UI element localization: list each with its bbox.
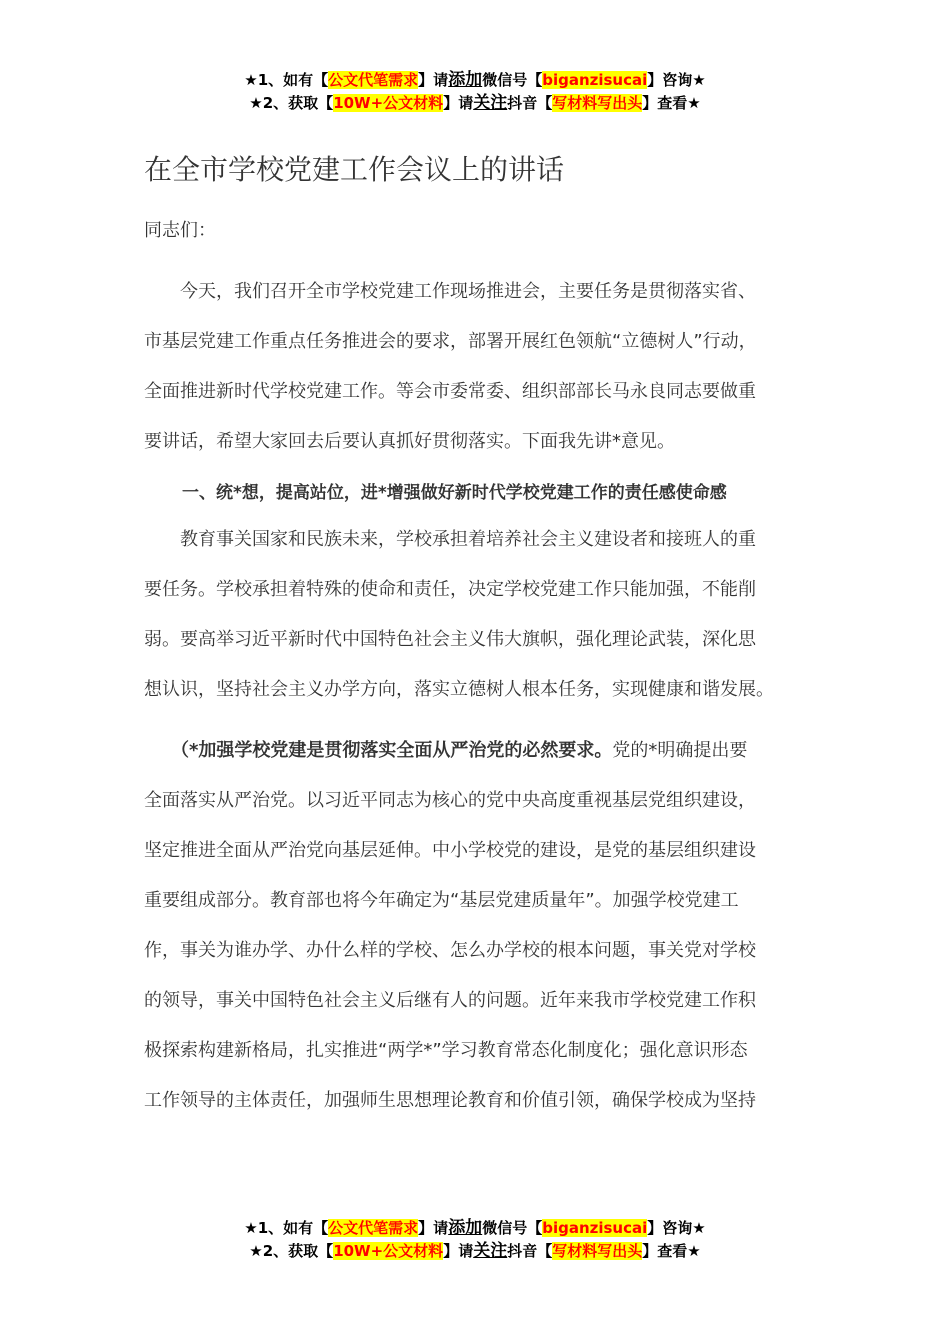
banner-line-1 [0, 1217, 950, 1240]
header-banner [0, 69, 950, 115]
paragraph-3 [144, 735, 834, 1135]
lead-rest: 党的*明确提出要 [612, 740, 748, 761]
document-title: 在全市学校党建工作会议上的讲话 [144, 153, 565, 186]
text-line: 坚定推进全面从严治党向基层延伸。中小学校党的建设，是党的基层组织建设 [144, 840, 756, 861]
text-line: 今天，我们召开全市学校党建工作现场推进会，主要任务是贯彻落实省、 [144, 281, 756, 302]
bold-lead: （*加强学校党建是贯彻落实全面从严治党的必然要求。 [144, 740, 613, 761]
text-line: 重要组成部分。教育部也将今年确定为“基层党建质量年”。加强学校党建工 [144, 890, 739, 911]
banner-highlight: 写材料写出头 [552, 94, 643, 112]
banner-highlight: 公文代笔需求 [328, 71, 419, 89]
text-line: 工作领导的主体责任，加强师生思想理论教育和价值引领，确保学校成为坚持 [144, 1090, 756, 1111]
banner-text: 微信号【 [482, 1219, 543, 1237]
text-line: 要任务。学校承担着特殊的使命和责任，决定学校党建工作只能加强，不能削 [144, 579, 756, 600]
text-line: 教育事关国家和民族未来，学校承担着培养社会主义建设者和接班人的重 [144, 529, 756, 550]
text-line: 的领导，事关中国特色社会主义后继有人的问题。近年来我市学校党建工作积 [144, 990, 756, 1011]
banner-underline: 关注 [473, 93, 508, 113]
banner-text: 】查看★ [642, 1242, 701, 1260]
banner-text: ★2、获取【 [249, 94, 334, 112]
greeting: 同志们： [144, 220, 216, 241]
banner-text: 抖音【 [507, 94, 553, 112]
banner-line-1 [0, 69, 950, 92]
text-line: 极探索构建新格局，扎实推进“两学*”学习教育常态化制度化；强化意识形态 [144, 1040, 748, 1061]
banner-highlight: biganzisucai [542, 71, 648, 89]
banner-text: 】请 [443, 94, 474, 112]
text-line: 要讲话，希望大家回去后要认真抓好贯彻落实。下面我先讲*意见。 [144, 431, 675, 452]
text-line [144, 735, 834, 785]
banner-highlight: 10W+公文材料 [333, 94, 444, 112]
paragraph-2 [144, 524, 834, 724]
banner-text: 】请 [418, 1219, 449, 1237]
text-line: 作，事关为谁办学、办什么样的学校、怎么办学校的根本问题，事关党对学校 [144, 940, 756, 961]
text-line: 弱。要高举习近平新时代中国特色社会主义伟大旗帜，强化理论武装，深化思 [144, 629, 756, 650]
section-heading-1: 一、统*想，提高站位，进*增强做好新时代学校党建工作的责任感使命感 [182, 483, 727, 503]
banner-line-2 [0, 92, 950, 115]
banner-highlight: 公文代笔需求 [328, 1219, 419, 1237]
text-line: 市基层党建工作重点任务推进会的要求，部署开展红色领航“立德树人”行动， [144, 331, 757, 352]
banner-text: 】请 [443, 1242, 474, 1260]
banner-text: 微信号【 [482, 71, 543, 89]
banner-highlight: 写材料写出头 [552, 1242, 643, 1260]
text-line: 全面推进新时代学校党建工作。等会市委常委、组织部部长马永良同志要做重 [144, 381, 756, 402]
banner-text: ★1、如有【 [244, 1219, 329, 1237]
banner-highlight: 10W+公文材料 [333, 1242, 444, 1260]
banner-text: 】查看★ [642, 94, 701, 112]
banner-underline: 添加 [448, 1218, 483, 1238]
banner-highlight: biganzisucai [542, 1219, 648, 1237]
banner-text: 】请 [418, 71, 449, 89]
footer-banner [0, 1217, 950, 1263]
banner-text: 】咨询★ [647, 1219, 706, 1237]
text-line: 想认识，坚持社会主义办学方向，落实立德树人根本任务，实现健康和谐发展。 [144, 679, 774, 700]
banner-line-2 [0, 1240, 950, 1263]
banner-text: ★2、获取【 [249, 1242, 334, 1260]
banner-text: ★1、如有【 [244, 71, 329, 89]
banner-text: 】咨询★ [647, 71, 706, 89]
banner-underline: 添加 [448, 70, 483, 90]
banner-underline: 关注 [473, 1241, 508, 1261]
banner-text: 抖音【 [507, 1242, 553, 1260]
text-line: 全面落实从严治党。以习近平同志为核心的党中央高度重视基层党组织建设， [144, 790, 756, 811]
paragraph-1 [144, 276, 834, 476]
